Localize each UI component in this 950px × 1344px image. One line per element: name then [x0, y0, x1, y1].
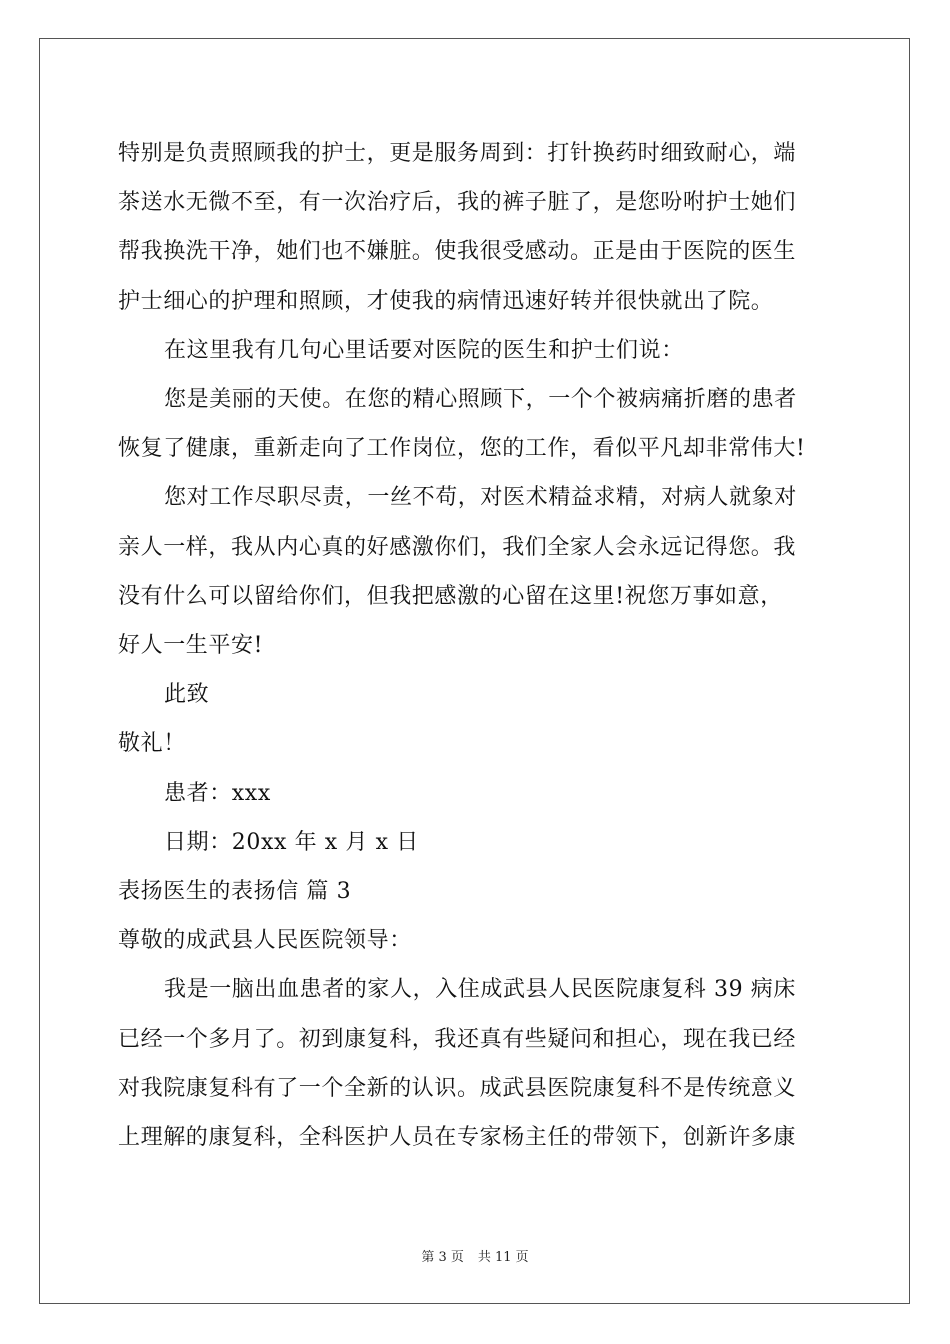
text-line: 特别是负责照顾我的护士，更是服务周到：打针换药时细致耐心，端 [118, 141, 797, 166]
text-line: 帮我换洗干净，她们也不嫌脏。使我很受感动。正是由于医院的医生 [118, 239, 797, 265]
text-line: 表扬医生的表扬信 篇 3 [118, 879, 352, 905]
page-total: 共 11 页 [477, 1250, 529, 1265]
text-line: 在这里我有几句心里话要对医院的医生和护士们说： [164, 337, 684, 363]
document-body [118, 129, 838, 1162]
text-line: 日期：20xx 年 x 月 x 日 [164, 829, 419, 855]
page-footer [0, 1246, 950, 1265]
text-line: 护士细心的护理和照顾，才使我的病情迅速好转并很快就出了院。 [118, 288, 774, 314]
text-line: 上理解的康复科，全科医护人员在专家杨主任的带领下，创新许多康 [118, 1125, 797, 1151]
text-line: 亲人一样，我从内心真的好感激你们，我们全家人会永远记得您。我 [118, 534, 797, 560]
text-line: 您对工作尽职尽责，一丝不苟，对医术精益求精，对病人就象对 [164, 485, 797, 511]
text-line: 好人一生平安! [118, 633, 264, 659]
text-line: 恢复了健康，重新走向了工作岗位，您的工作，看似平凡却非常伟大! [118, 436, 806, 462]
text-line: 没有什么可以留给你们，但我把感激的心留在这里!祝您万事如意， [118, 583, 783, 609]
text-line: 您是美丽的天使。在您的精心照顾下，一个个被病痛折磨的患者 [164, 387, 797, 413]
text-line: 患者：xxx [164, 780, 271, 806]
text-line: 已经一个多月了。初到康复科，我还真有些疑问和担心，现在我已经 [118, 1026, 797, 1052]
text-line: 对我院康复科有了一个全新的认识。成武县医院康复科不是传统意义 [118, 1075, 797, 1101]
text-line: 此致 [164, 682, 210, 708]
page-number: 第 3 页 [421, 1250, 464, 1265]
text-line: 敬礼！ [118, 731, 186, 757]
text-line: 尊敬的成武县人民医院领导： [118, 928, 412, 954]
text-line: 我是一脑出血患者的家人，入住成武县人民医院康复科 39 病床 [164, 977, 796, 1003]
text-line: 茶送水无微不至，有一次治疗后，我的裤子脏了，是您吩咐护士她们 [118, 190, 797, 216]
